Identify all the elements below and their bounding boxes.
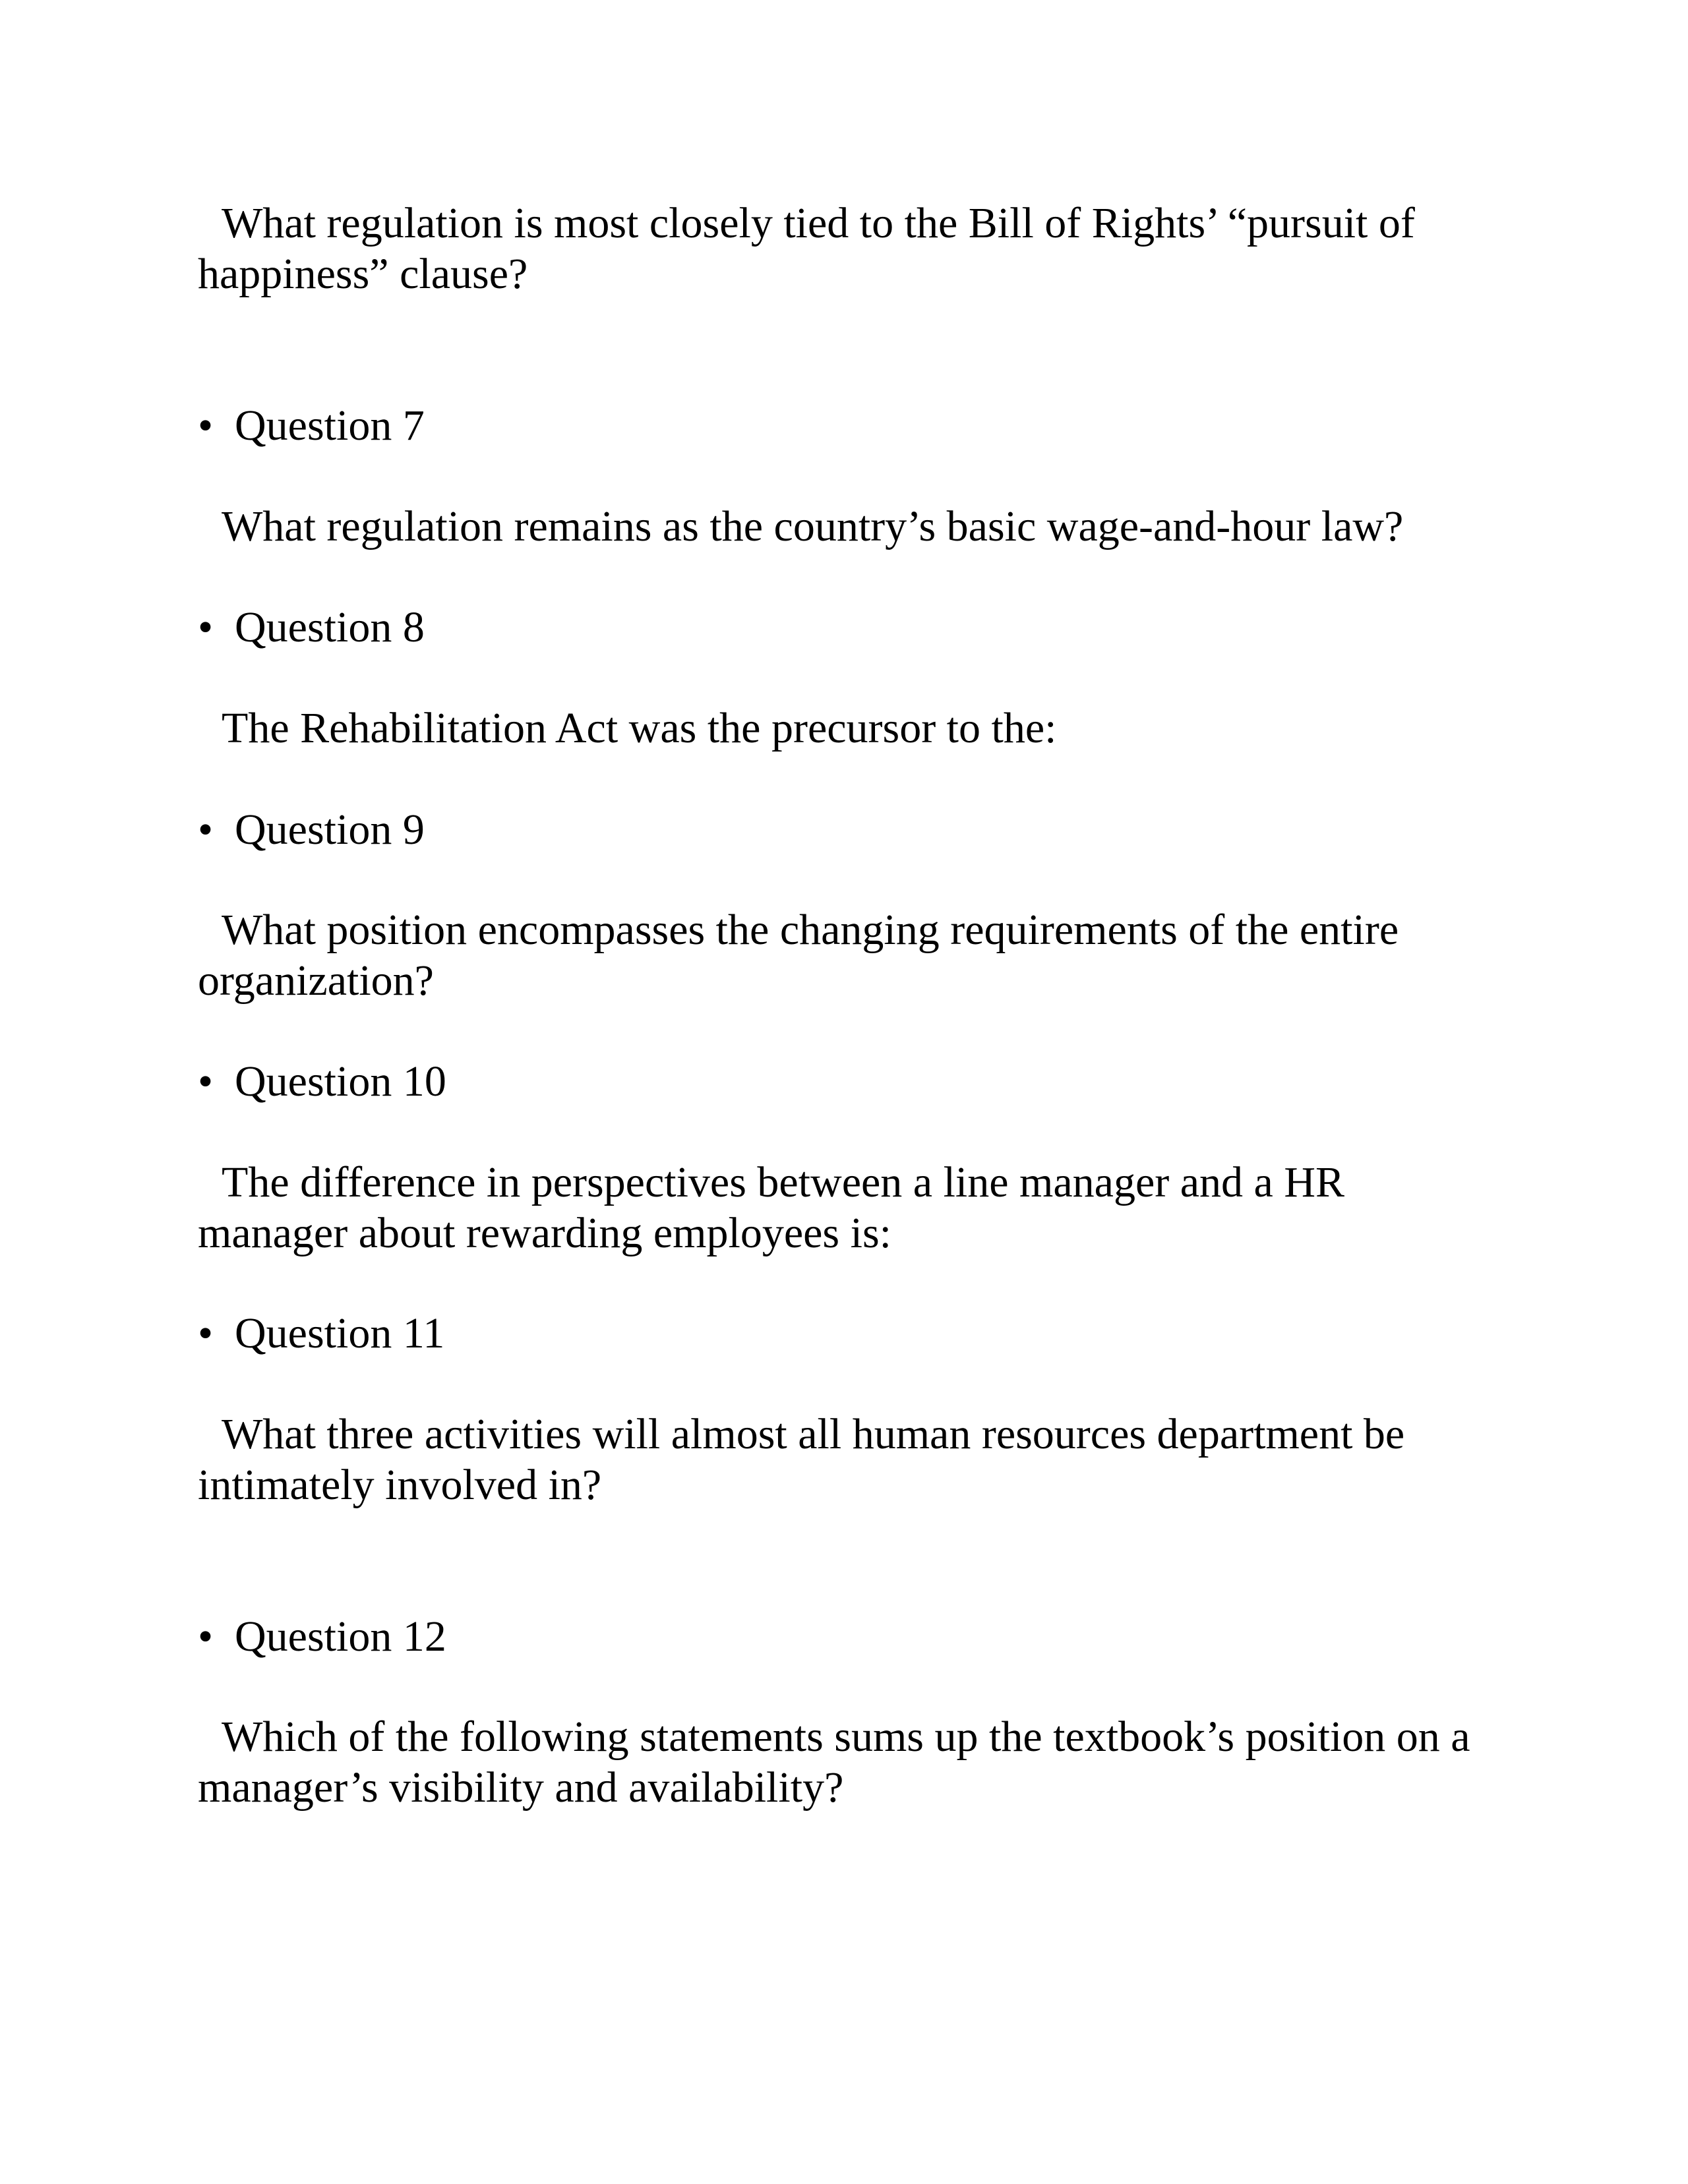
question-6-text	[198, 198, 1415, 299]
question-8-text	[198, 703, 1056, 753]
bullet-icon: •	[198, 1309, 214, 1357]
question-7-heading	[198, 400, 425, 451]
question-label: Question 10	[235, 1057, 446, 1106]
bullet-icon: •	[198, 1612, 214, 1661]
bullet-icon: •	[198, 1057, 214, 1106]
question-11-text	[198, 1409, 1404, 1510]
question-label: Question 11	[235, 1309, 445, 1357]
question-9-heading	[198, 804, 425, 855]
question-8-heading	[198, 602, 425, 653]
question-text-line: organization?	[198, 957, 434, 1005]
question-text-line: What position encompasses the changing requirements of the entire	[222, 906, 1399, 954]
question-text-line: happiness” clause?	[198, 250, 528, 298]
question-label: Question 8	[235, 603, 425, 651]
question-12-text	[198, 1711, 1470, 1813]
question-10-heading	[198, 1056, 446, 1107]
question-text-line: The difference in perspectives between a line manager and a HR	[222, 1158, 1345, 1206]
question-text-line: The Rehabilitation Act was the precursor to the:	[222, 704, 1057, 752]
question-label: Question 12	[235, 1612, 446, 1661]
bullet-icon: •	[198, 401, 214, 450]
question-10-text	[198, 1157, 1344, 1258]
question-text-line: What regulation is most closely tied to the Bill of Rights’ “pursuit of	[222, 199, 1415, 247]
question-text-line: intimately involved in?	[198, 1461, 602, 1509]
question-text-line: What regulation remains as the country’s basic wage-and-hour law?	[222, 502, 1404, 550]
question-7-text	[198, 501, 1403, 552]
question-text-line: manager about rewarding employees is:	[198, 1209, 891, 1257]
question-9-text	[198, 904, 1399, 1006]
question-12-heading	[198, 1611, 446, 1662]
question-text-line: manager’s visibility and availability?	[198, 1763, 844, 1812]
bullet-icon: •	[198, 806, 214, 854]
question-text-line: Which of the following statements sums up the textbook’s position on a	[222, 1713, 1470, 1761]
question-label: Question 9	[235, 806, 425, 854]
question-text-line: What three activities will almost all human resources department be	[222, 1410, 1405, 1458]
question-11-heading	[198, 1308, 444, 1359]
question-label: Question 7	[235, 401, 425, 450]
bullet-icon: •	[198, 603, 214, 651]
